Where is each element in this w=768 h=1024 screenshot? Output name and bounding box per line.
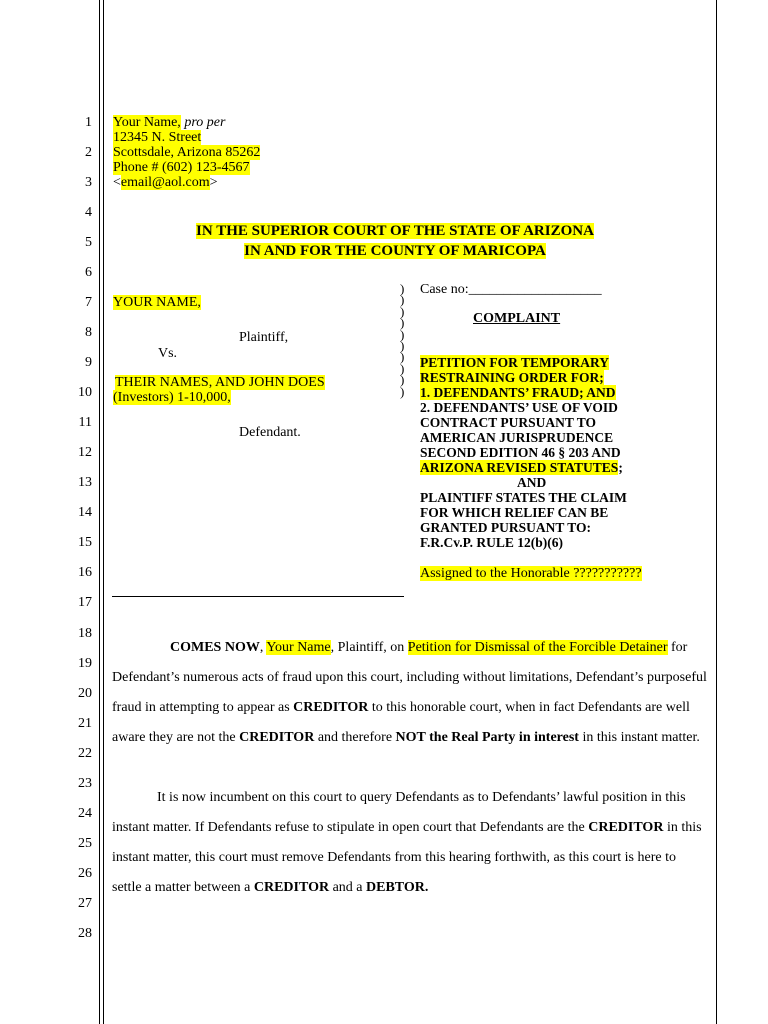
- caption-divider-line: [112, 596, 404, 597]
- petition-item-2d: SECOND EDITION 46 § 203 AND: [420, 445, 621, 460]
- plaintiff-name: YOUR NAME,: [113, 295, 201, 310]
- pro-per: pro per: [184, 115, 226, 130]
- line-number: 13: [78, 475, 92, 490]
- line-number: 7: [85, 295, 92, 310]
- line-number: 21: [78, 716, 92, 731]
- line-number: 24: [78, 806, 92, 821]
- line-number: 17: [78, 595, 92, 610]
- claim-line-2: FOR WHICH RELIEF CAN BE: [420, 505, 609, 520]
- court-title-line-1: IN THE SUPERIOR COURT OF THE STATE OF ARIZONA: [196, 223, 594, 239]
- complaint-title: COMPLAINT: [473, 311, 561, 326]
- paragraph-2: It is now incumbent on this court to query Defendants as to Defendants’ lawful position in this instant matter. If Defendants refuse to stipulate in open court that Defendants are the CREDITOR in this instant matter, this court must remove Defendants from this hearing forthwith, as this court is here to settle a matter between a CREDITOR and a DEBTOR.: [112, 790, 702, 895]
- court-title-line-2: IN AND FOR THE COUNTY OF MARICOPA: [244, 243, 546, 259]
- case-number: Case no:___________________: [420, 282, 602, 297]
- line-number: 9: [85, 355, 92, 370]
- line-number: 20: [78, 686, 92, 701]
- line-number: 5: [85, 235, 92, 250]
- line-number: 19: [78, 656, 92, 671]
- line-number: 12: [78, 445, 92, 460]
- defendant-names-line-1: THEIR NAMES, AND JOHN DOES: [115, 375, 325, 390]
- line-number: 1: [85, 115, 92, 130]
- line-number: 22: [78, 746, 92, 761]
- filer-phone: Phone # (602) 123-4567: [113, 160, 250, 175]
- filer-street: 12345 N. Street: [113, 130, 202, 145]
- line-number: 14: [78, 505, 92, 520]
- line-number: 23: [78, 776, 92, 791]
- left-margin-rule-outer: [99, 0, 100, 1024]
- defendant-label: Defendant.: [239, 425, 301, 440]
- line-number: 11: [78, 415, 92, 430]
- assigned-judge: Assigned to the Honorable ???????????: [420, 566, 642, 581]
- line-number: 26: [78, 866, 92, 881]
- filer-name: Your Name,: [113, 115, 181, 130]
- line-number: 4: [85, 205, 92, 220]
- line-number: 27: [78, 896, 92, 911]
- claim-line-1: PLAINTIFF STATES THE CLAIM: [420, 490, 627, 505]
- line-number: 8: [85, 325, 92, 340]
- line-number: 16: [78, 565, 92, 580]
- line-number: 18: [78, 626, 92, 641]
- line-number: 3: [85, 175, 92, 190]
- left-margin-rule-inner: [103, 0, 104, 1024]
- petition-line-1: PETITION FOR TEMPORARY: [420, 355, 610, 370]
- versus: Vs.: [158, 346, 178, 361]
- petition-item-2c: AMERICAN JURISPRUDENCE: [420, 430, 614, 445]
- line-number: 10: [78, 385, 92, 400]
- petition-line-2: RESTRAINING ORDER FOR;: [420, 370, 604, 385]
- line-number: 2: [85, 145, 92, 160]
- petition-item-2b: CONTRACT PURSUANT TO: [420, 415, 597, 430]
- petition-statutes: ARIZONA REVISED STATUTES;: [420, 460, 623, 475]
- filer-city: Scottsdale, Arizona 85262: [113, 145, 261, 160]
- line-number: 15: [78, 535, 92, 550]
- claim-line-3: GRANTED PURSUANT TO:: [420, 520, 592, 535]
- petition-item-1: 1. DEFENDANTS’ FRAUD; AND: [420, 385, 616, 400]
- petition-item-2: 2. DEFENDANTS’ USE OF VOID: [420, 400, 618, 415]
- plaintiff-label: Plaintiff,: [239, 330, 289, 345]
- filer-email: <email@aol.com>: [113, 175, 218, 190]
- defendant-names-line-2: (Investors) 1-10,000,: [113, 390, 231, 405]
- line-number: 6: [85, 265, 92, 280]
- line-number: 25: [78, 836, 92, 851]
- paragraph-1: COMES NOW, Your Name, Plaintiff, on Petition for Dismissal of the Forcible Detainer for Defendant’s numerous acts of fraud upon this court, including without limitations, Defendant’s purposeful fraud in attempting to appear as CREDITOR to this honorable court, when in fact Defendants are well aware they are not the CREDITOR and therefore NOT the Real Party in interest in this instant matter.: [112, 640, 707, 745]
- line-number: 28: [78, 926, 92, 941]
- filer-name-line: [113, 115, 225, 130]
- claim-line-4: F.R.Cv.P. RULE 12(b)(6): [420, 535, 564, 550]
- caption-parentheses: ) ) ) ) ) ) ) ) ) ): [400, 281, 405, 399]
- right-margin-rule: [716, 0, 717, 1024]
- petition-and: AND: [517, 475, 547, 490]
